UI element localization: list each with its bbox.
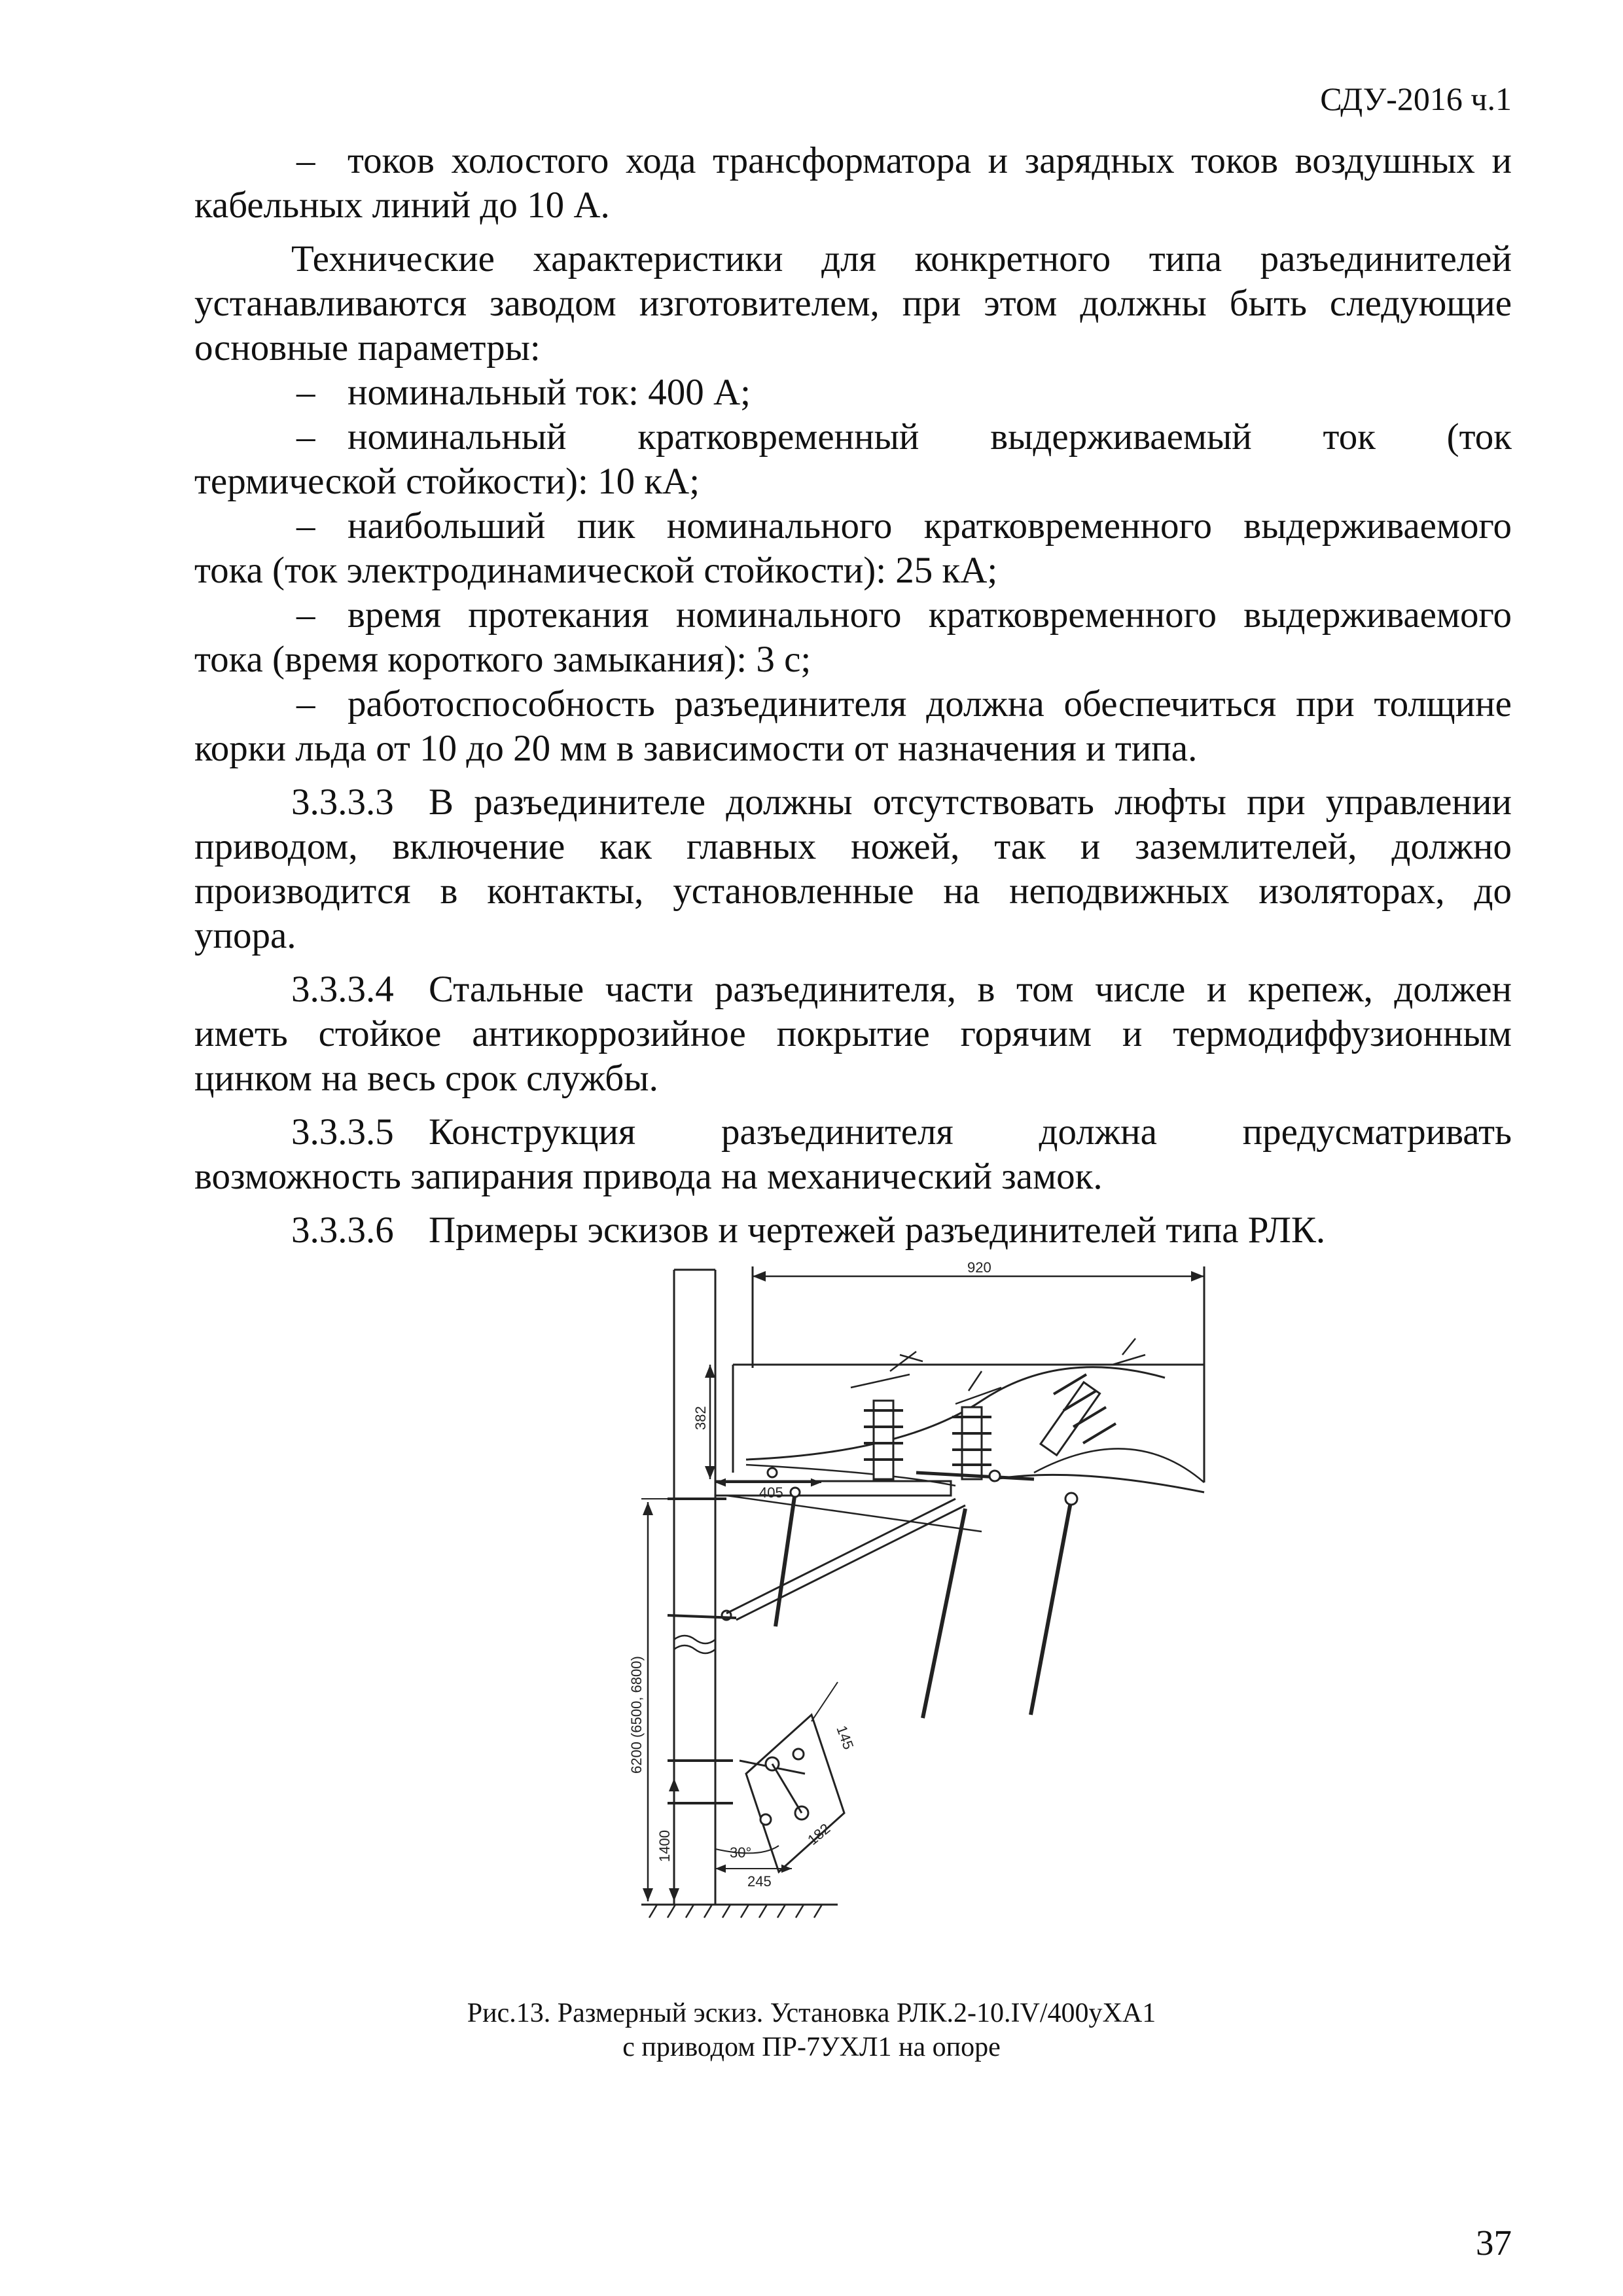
dim-30deg-label: 30° <box>730 1844 752 1861</box>
bullet-item: – номинальный кратковременный выдерживаемый ток (ток <box>296 416 1512 457</box>
dim-245-label: 245 <box>747 1873 772 1890</box>
dim-1400-label: 1400 <box>656 1830 673 1862</box>
bullet-continuation: кабельных линий до 10 А. <box>194 185 610 226</box>
paragraph-line: упора. <box>194 915 296 956</box>
drive-rods <box>776 1488 1077 1718</box>
bullet-continuation: тока (ток электродинамической стойкости): 25 кА; <box>194 550 998 591</box>
bullet-continuation: корки льда от 10 до 20 мм в зависимости от назначения и типа. <box>194 728 1198 769</box>
insulator-left <box>851 1352 923 1479</box>
bullet-item: – наибольший пик номинального кратковременного выдерживаемого <box>296 505 1512 547</box>
insulator-center <box>952 1371 1001 1479</box>
paragraph-line: устанавливаются заводом изготовителем, при этом должны быть следующие <box>194 283 1512 324</box>
ground-line <box>641 1905 838 1918</box>
caption-line-1: Рис.13. Размерный эскиз. Установка РЛК.2-10.IV/400уХА1 <box>467 1998 1156 2028</box>
paragraph-line: иметь стойкое антикоррозийное покрытие горячим и термодиффузионным <box>194 1013 1512 1054</box>
paragraph-line: приводом, включение как главных ножей, так и заземлителей, должно <box>194 826 1512 867</box>
bullet-item: – работоспособность разъединителя должна обеспечиться при толщине <box>296 683 1512 725</box>
figure-caption <box>0 1996 1623 2064</box>
bullet-continuation: термической стойкости): 10 кА; <box>194 461 700 502</box>
bullet-item: – номинальный ток: 400 А; <box>296 372 751 413</box>
dim-382-label: 382 <box>692 1406 709 1430</box>
body-text <box>194 139 1512 1253</box>
section-3-3-3-5: 3.3.3.5 Конструкция разъединителя должна предусматривать <box>291 1111 1512 1153</box>
dim-920-label: 920 <box>967 1259 991 1276</box>
caption-line-2: с приводом ПР-7УХЛ1 на опоре <box>622 2032 1001 2062</box>
pole <box>674 1270 715 1905</box>
main-blade <box>768 1468 1034 1481</box>
section-3-3-3-6: 3.3.3.6 Примеры эскизов и чертежей разъединителей типа РЛК. <box>291 1210 1326 1251</box>
paragraph-line: производится в контакты, установленные на неподвижных изоляторах, до <box>194 870 1512 912</box>
dim-182-label: 182 <box>804 1820 834 1848</box>
disconnector-installation-drawing <box>576 1257 1257 1964</box>
dim-6200-label: 6200 (6500, 6800) <box>628 1656 645 1774</box>
section-3-3-3-3: 3.3.3.3 В разъединителе должны отсутствовать люфты при управлении <box>291 781 1512 823</box>
page-number: 37 <box>1476 2223 1512 2263</box>
dim-145-label: 145 <box>833 1723 857 1752</box>
paragraph-line: возможность запирания привода на механический замок. <box>194 1156 1103 1197</box>
paragraph-line: основные параметры: <box>194 327 541 368</box>
paragraph-line: цинком на весь срок службы. <box>194 1058 658 1099</box>
paragraph: Технические характеристики для конкретного типа разъединителей <box>291 238 1512 279</box>
bullet-item: – токов холостого хода трансформатора и зарядных токов воздушных и <box>296 140 1512 181</box>
dim-405-label: 405 <box>759 1484 783 1501</box>
bullet-continuation: тока (время короткого замыкания): 3 с; <box>194 639 812 680</box>
section-3-3-3-4: 3.3.3.4 Стальные части разъединителя, в том числе и крепеж, должен <box>291 969 1512 1010</box>
insulator-right <box>1041 1338 1145 1455</box>
bullet-item: – время протекания номинального кратковременного выдерживаемого <box>296 594 1512 636</box>
document-header: СДУ-2016 ч.1 <box>1320 81 1512 117</box>
